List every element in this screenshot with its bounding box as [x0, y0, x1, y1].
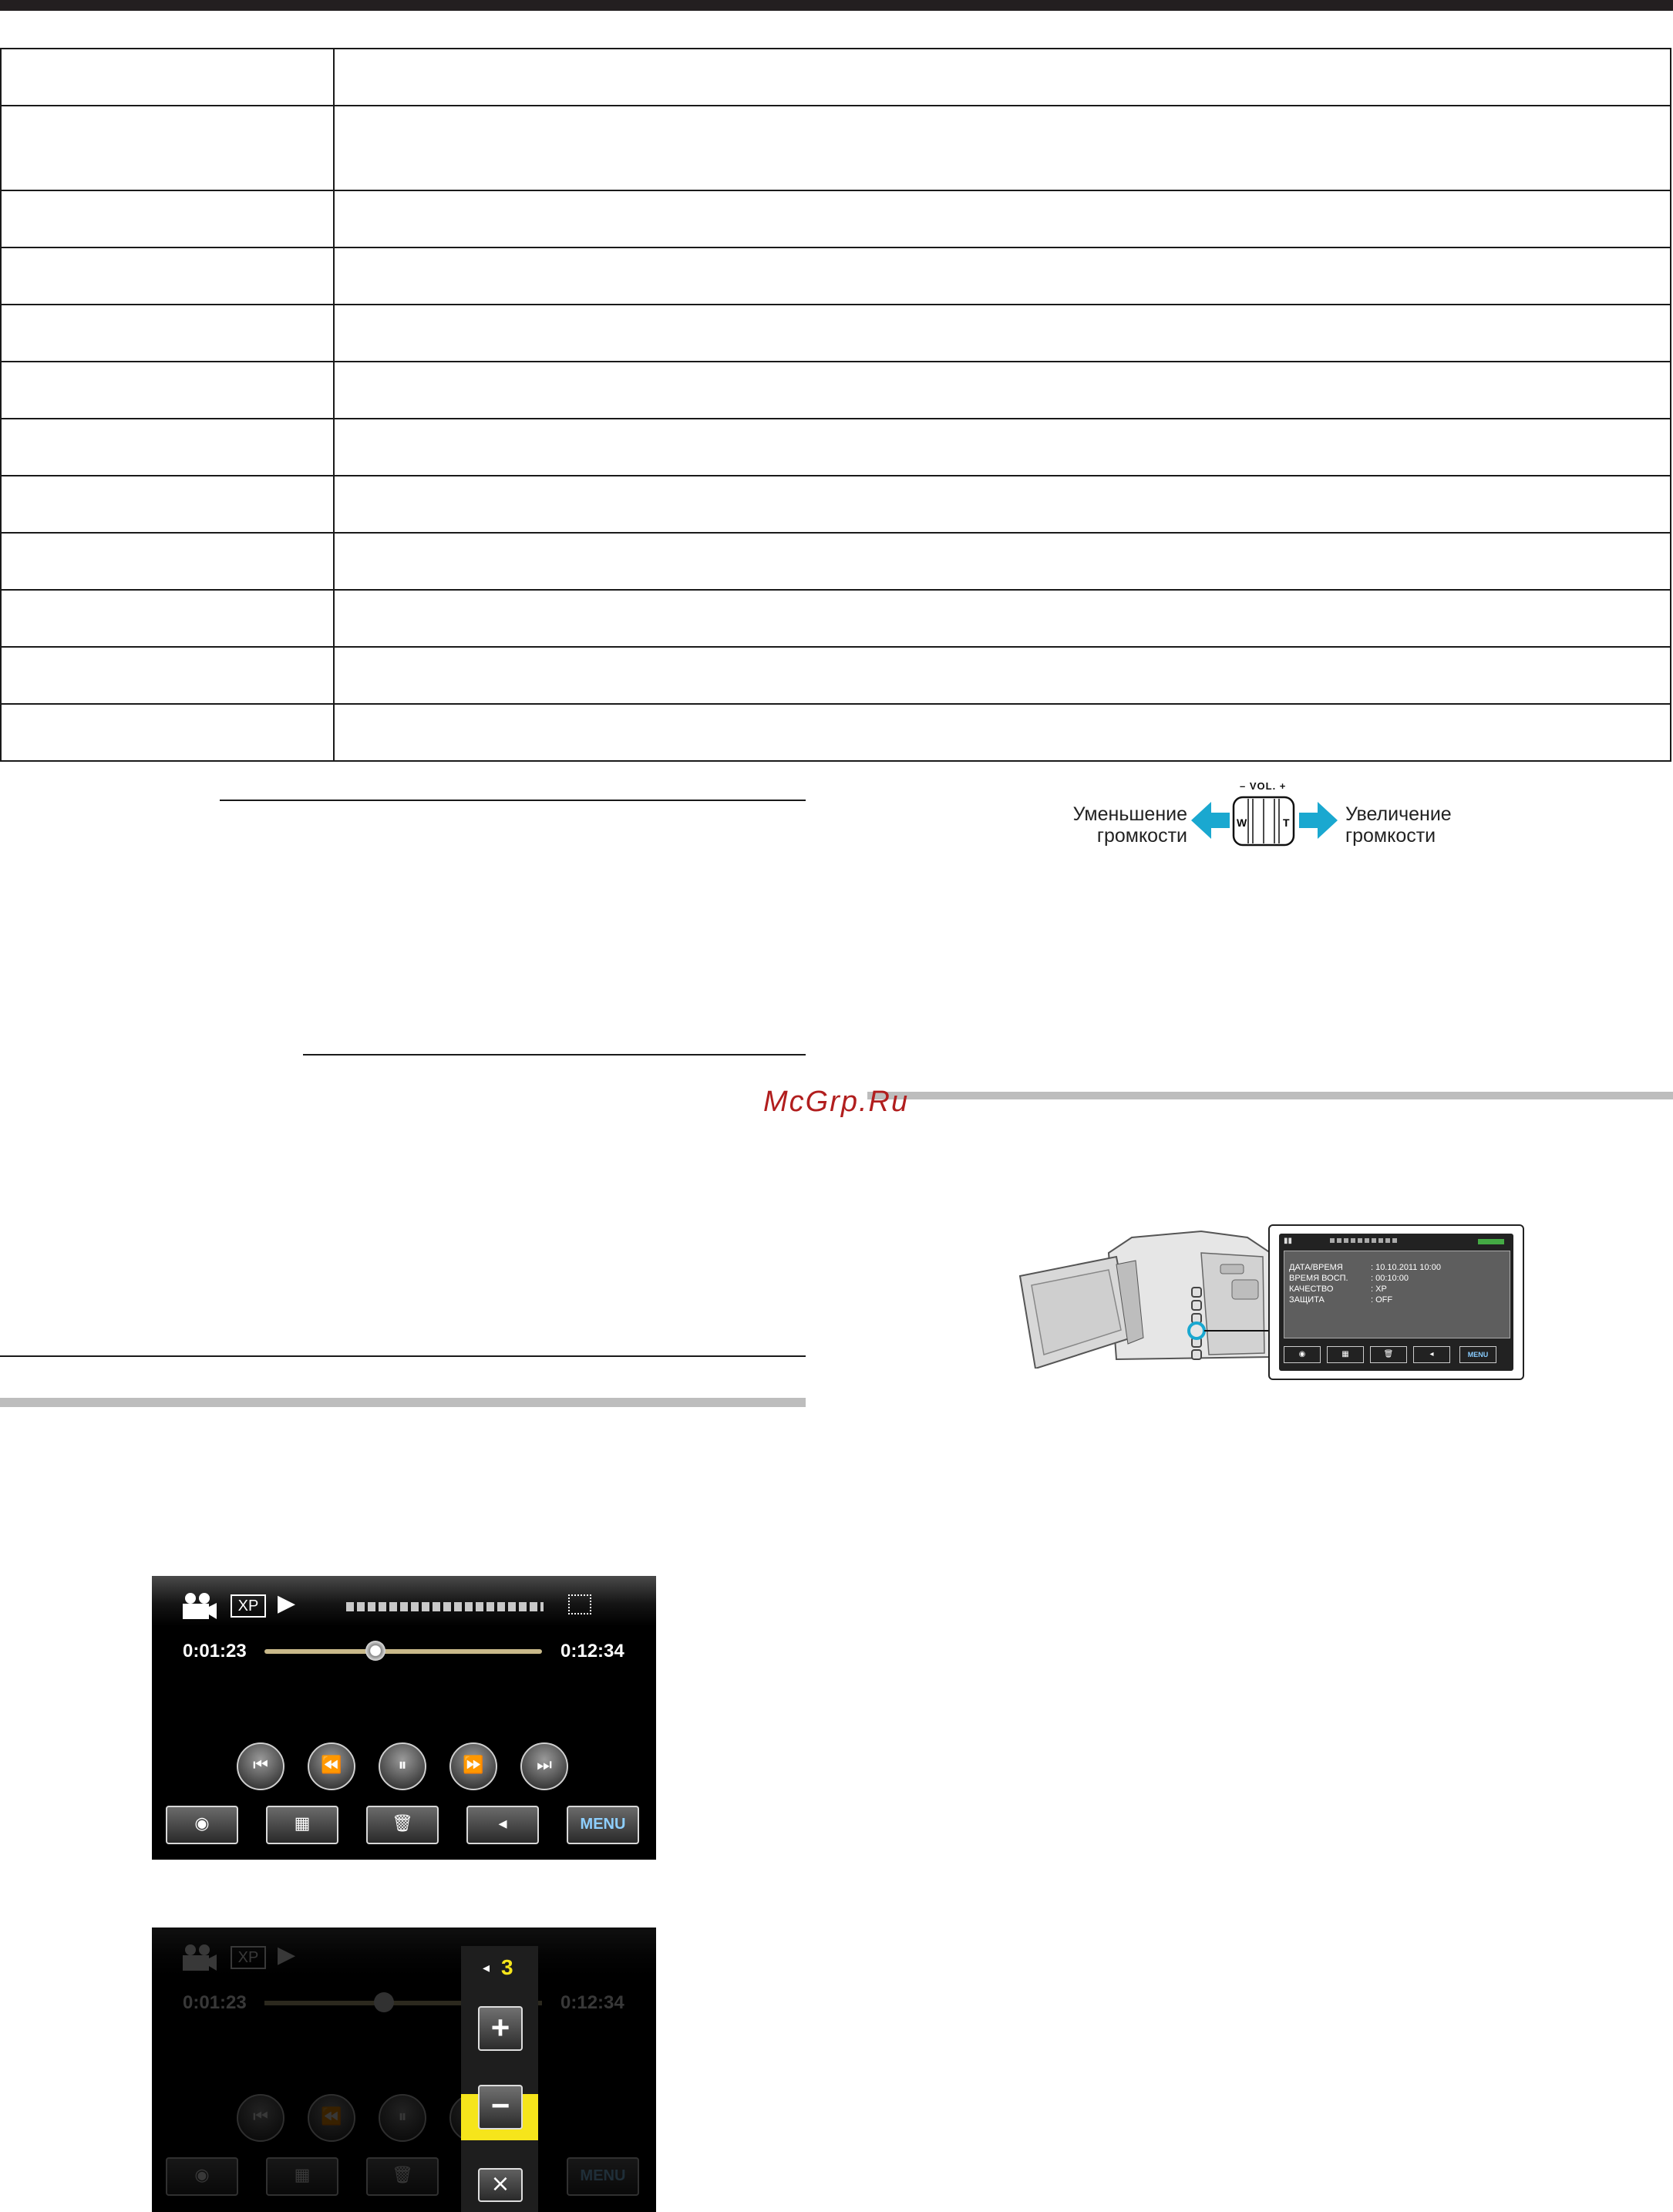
- speaker-icon: ◂: [498, 1814, 507, 1833]
- play-status-icon: ▶: [278, 1941, 296, 1968]
- skip-forward-button[interactable]: ⏭: [520, 1742, 568, 1790]
- pause-button[interactable]: ⏸: [379, 1742, 426, 1790]
- table-row: [1, 49, 1671, 106]
- info-screen-callout: [1268, 1224, 1524, 1380]
- battery-icon: [1478, 1239, 1504, 1244]
- table-row: [1, 190, 1671, 247]
- info-field-value: : XP: [1371, 1284, 1387, 1294]
- menu-button[interactable]: MENU: [567, 1806, 639, 1844]
- volume-up-button[interactable]: +: [478, 2006, 523, 2051]
- index-button: ▦: [266, 2157, 338, 2196]
- trash-icon[interactable]: 🗑: [1370, 1346, 1407, 1363]
- info-toolbar: [1284, 1346, 1509, 1365]
- section-rule: [303, 1054, 806, 1055]
- info-panel: [1284, 1251, 1510, 1338]
- info-field-value: : 00:10:00: [1371, 1274, 1409, 1283]
- elapsed-time: 0:01:23: [183, 1641, 247, 1662]
- increase-volume-label: Увеличение громкости: [1345, 803, 1452, 847]
- index-button[interactable]: [266, 1806, 338, 1844]
- recording-date-placeholder: [346, 1602, 544, 1611]
- skip-back-button[interactable]: ⏮: [237, 1742, 284, 1790]
- video-mode-icon: ▮▮: [1284, 1237, 1293, 1245]
- quality-badge: XP: [231, 1946, 266, 1969]
- info-field-value: : 10.10.2011 10:00: [1371, 1263, 1441, 1272]
- t-key: T: [1283, 816, 1290, 829]
- section-rule: [0, 1355, 806, 1357]
- quality-badge: XP: [231, 1594, 266, 1618]
- w-key: W: [1237, 816, 1247, 829]
- snapshot-icon[interactable]: ◉: [1284, 1346, 1321, 1363]
- table-row: [1, 647, 1671, 704]
- seek-handle: [374, 1992, 394, 2012]
- snapshot-button: ◉: [166, 2157, 238, 2196]
- fast-forward-button[interactable]: ⏩: [449, 1742, 497, 1790]
- index-icon[interactable]: ▦: [1327, 1346, 1364, 1363]
- spec-table: [0, 48, 1671, 762]
- camcorder-illustration: [1016, 1222, 1294, 1369]
- volume-screen: [152, 1928, 656, 2212]
- info-field-label: ВРЕМЯ ВОСП.: [1289, 1274, 1348, 1283]
- seek-bar[interactable]: [264, 1649, 542, 1654]
- table-row: [1, 247, 1671, 305]
- table-row: [1, 362, 1671, 419]
- table-row: [1, 419, 1671, 476]
- table-row: [1, 106, 1671, 190]
- menu-button[interactable]: MENU: [1459, 1346, 1496, 1363]
- video-camera-icon: [181, 1591, 218, 1621]
- pause-button: ⏸: [379, 2094, 426, 2142]
- section-rule: [220, 800, 806, 801]
- section-divider: [0, 1398, 806, 1407]
- volume-level: 3: [501, 1955, 513, 1979]
- play-status-icon: ▶: [278, 1590, 296, 1617]
- total-time: 0:12:34: [560, 1641, 624, 1662]
- seek-handle[interactable]: [365, 1641, 385, 1661]
- info-field-value: : OFF: [1371, 1295, 1393, 1305]
- page-header-bar: [0, 0, 1673, 11]
- snapshot-icon: ◉: [194, 1814, 210, 1833]
- total-time: 0:12:34: [560, 1992, 624, 2013]
- vol-lever-label: – VOL. +: [1240, 780, 1287, 792]
- playback-screen: [152, 1576, 656, 1860]
- rewind-button: ⏪: [308, 2094, 355, 2142]
- status-bar-icon: [1330, 1238, 1399, 1243]
- section-divider: [867, 1092, 1673, 1099]
- menu-button: MENU: [567, 2157, 639, 2196]
- close-button[interactable]: ×: [478, 2168, 523, 2202]
- table-row: [1, 590, 1671, 647]
- volume-icon[interactable]: ◂: [1413, 1346, 1450, 1363]
- info-screen: [1279, 1234, 1513, 1371]
- rewind-button[interactable]: ⏪: [308, 1742, 355, 1790]
- watermark: McGrp.Ru: [763, 1086, 910, 1118]
- info-field-label: ЗАЩИТА: [1289, 1295, 1325, 1305]
- info-field-label: ДАТА/ВРЕМЯ: [1289, 1263, 1343, 1272]
- table-row: [1, 704, 1671, 761]
- trash-icon: 🗑: [392, 1814, 413, 1833]
- skip-back-button: ⏮: [237, 2094, 284, 2142]
- speaker-icon: ◂: [483, 1960, 490, 1976]
- delete-button[interactable]: [366, 1806, 439, 1844]
- info-screen-status: [1284, 1237, 1509, 1247]
- decrease-volume-label: Уменьшение громкости: [1072, 803, 1187, 847]
- volume-button[interactable]: [466, 1806, 539, 1844]
- table-row: [1, 476, 1671, 533]
- video-camera-icon: [181, 1943, 218, 1972]
- arrow-right-icon: [1299, 802, 1338, 839]
- table-row: [1, 533, 1671, 590]
- info-field-label: КАЧЕСТВО: [1289, 1284, 1334, 1294]
- zoom-volume-lever: [1191, 793, 1338, 848]
- volume-panel: [461, 1946, 538, 2212]
- elapsed-time: 0:01:23: [183, 1992, 247, 2013]
- volume-down-button[interactable]: −: [478, 2085, 523, 2130]
- table-row: [1, 305, 1671, 362]
- arrow-left-icon: [1191, 802, 1230, 839]
- index-icon: ▦: [294, 1814, 311, 1833]
- delete-button: 🗑: [366, 2157, 439, 2196]
- sd-card-icon: [568, 1594, 591, 1614]
- snapshot-button[interactable]: [166, 1806, 238, 1844]
